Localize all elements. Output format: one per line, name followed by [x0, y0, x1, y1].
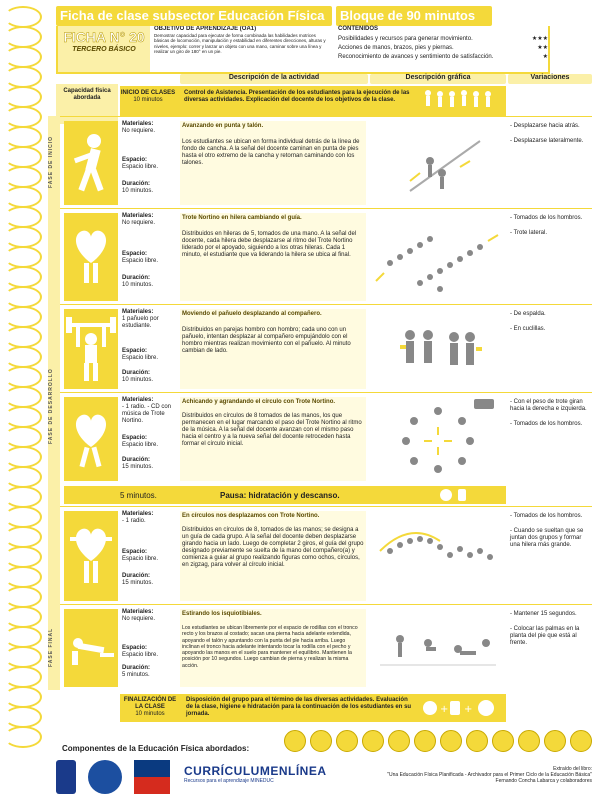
start-label — [120, 90, 176, 104]
variation-item: - Con el peso de trote giran hacia la derecha e izquierda. — [510, 399, 587, 412]
activity-desc — [180, 213, 366, 301]
figure-cell — [64, 609, 118, 687]
variation-item: - Colocar las palmas en la planta del pie que está al frente. — [510, 626, 580, 646]
side-decoration — [0, 0, 46, 760]
ficha-box — [58, 26, 150, 72]
header-box — [56, 26, 550, 74]
logo-curriculum — [184, 764, 327, 794]
activity-graphic — [370, 309, 506, 389]
variations — [510, 311, 590, 333]
materials-label: Materiales: — [122, 397, 154, 403]
materials-label: Materiales: — [122, 511, 154, 517]
activity-graphic — [370, 511, 506, 601]
activity-title: Moviendo el pañuelo desplazando al compañero. — [182, 311, 322, 317]
level-label: TERCERO BÁSICO — [72, 46, 136, 53]
component-icon — [518, 730, 540, 752]
variation-item: - En cuclillas. — [510, 326, 546, 332]
component-icon — [570, 730, 592, 752]
heart-runner-icon — [64, 397, 118, 481]
component-icon — [336, 730, 358, 752]
materials-value: No requiere. — [122, 128, 156, 134]
component-icons — [284, 726, 596, 754]
row-meta — [122, 609, 178, 679]
component-icon — [414, 730, 436, 752]
col-variations: Variaciones — [508, 74, 592, 84]
circle-diagram-icon — [370, 397, 506, 481]
activity-graphic — [370, 213, 506, 301]
col-graphic: Descripción gráfica — [370, 74, 506, 84]
activity-graphic — [370, 121, 506, 205]
stars-icon: ★★★ — [531, 36, 548, 42]
pause-time: 5 minutos. — [120, 491, 157, 500]
row-lines-diagram-icon — [370, 213, 506, 301]
materials-value: 1 pañuelo por estudiante. — [122, 316, 159, 329]
variation-item: - Tomados de los hombros. — [510, 421, 583, 427]
col-capacity: Capacidad física abordada — [56, 84, 118, 124]
space-label: Espacio: — [122, 549, 148, 555]
activity-text: Los estudiantes se ubican en forma individual detrás de la línea de fondo de cancha. A la señal del docente caminan en punta de pies hasta el otro extremo de la cancha y retornan caminando con los talones. — [182, 139, 360, 166]
activity-row — [60, 116, 592, 208]
variations — [510, 399, 590, 428]
title-bar — [56, 6, 332, 26]
activity-text: Distribuidos en hileras de 5, tomados de una mano. A la señal del docente, cada hilera debe desplazarse al ritmo del Trote Nortino liderado por el apoyado, siguiendo a los otras hileras. Cada 1 minuto, el estudiante que va liderando la hilera se ubica al final. — [182, 231, 357, 258]
source-text: "Una Educación Física Planificada - Archivador para el Primer Ciclo de la Educación Básica" — [387, 772, 592, 778]
heart-character-icon — [64, 213, 118, 301]
hygiene-icons — [420, 697, 504, 719]
ficha-number: FICHA N° 20 — [63, 29, 145, 45]
heart-dancer-icon — [64, 511, 118, 601]
content-item — [338, 45, 548, 52]
kneeling-diagram-icon — [370, 609, 506, 687]
content-text: Reconocimiento de avances y sentimiento de satisfacción. — [338, 54, 494, 60]
content-text: Posibilidades y recursos para generar movimiento. — [338, 36, 473, 42]
component-icon — [388, 730, 410, 752]
row-meta — [122, 397, 178, 471]
phase-final: FASE FINAL — [48, 604, 60, 690]
activity-title: Estirando los isquiotibiales. — [182, 611, 262, 617]
row-meta — [122, 213, 178, 289]
activity-row — [60, 604, 592, 690]
activity-row — [60, 304, 592, 392]
variations — [510, 215, 590, 237]
page-title: Ficha de clase subsector Educación Física — [60, 8, 325, 23]
component-icon — [284, 730, 306, 752]
source-title: Extraído del libro: — [553, 766, 592, 772]
duration-value: 10 minutos. — [122, 282, 154, 288]
pause-text: Pausa: hidratación y descanso. — [220, 491, 340, 500]
duration-label: Duración: — [122, 457, 151, 463]
activity-desc — [180, 609, 366, 687]
start-row — [120, 86, 506, 116]
component-icon — [440, 730, 462, 752]
logo-chile — [56, 760, 76, 794]
content-text: Acciones de manos, brazos, pies y piernas. — [338, 45, 454, 51]
duration-value: 10 minutos. — [122, 188, 154, 194]
duration-value: 15 minutos. — [122, 464, 154, 470]
phase-desarrollo: FASE DE DESARROLLO — [48, 208, 60, 604]
activity-text: Distribuidos en círculos de 8 tomados de las manos, los que permanecen en el lugar marcando el paso del Trote Nortino al ritmo de la música. A la señal del docente avanzan con el mismo paso hacia el centro y a la nueva señal del docente retroceden hasta formar el círculo inicial. — [182, 413, 362, 447]
variations — [510, 513, 590, 549]
materials-label: Materiales: — [122, 121, 154, 127]
variation-item: - Trote lateral. — [510, 230, 548, 236]
variations — [510, 123, 590, 145]
svg-text:+: + — [440, 704, 449, 715]
figure-cell — [64, 213, 118, 301]
duration-label: Duración: — [122, 573, 151, 579]
activity-desc — [180, 309, 366, 389]
activity-row — [60, 208, 592, 304]
logo-ind — [88, 760, 122, 794]
activity-row — [60, 506, 592, 604]
pause-row — [64, 486, 506, 504]
materials-value: - 1 radio. — [122, 518, 146, 524]
logo-subtext: Recursos para el aprendizaje MINEDUC — [184, 778, 274, 784]
objective-box — [154, 26, 330, 72]
activity-title: En círculos nos desplazamos con Trote Nortino. — [182, 513, 320, 519]
closing-label — [120, 697, 180, 718]
activity-desc — [180, 511, 366, 601]
activity-text: Distribuidos en parejas hombro con hombro; cada uno con un pañuelo, intentan desplazar al compañero empujándolo con el hombro mientras realizan movimiento con el pañuelo. Al minuto cambian de lado. — [182, 327, 351, 354]
activity-title: Achicando y agrandando el círculo con Trote Nortino. — [182, 399, 336, 405]
source-authors: Fernando Concha Labarca y colaboradores — [495, 778, 592, 784]
materials-label: Materiales: — [122, 309, 154, 315]
contents-box — [338, 26, 548, 72]
stretching-icon — [64, 609, 118, 687]
figure-cell — [64, 397, 118, 481]
block-bar — [336, 6, 492, 26]
closing-time: 10 minutos — [135, 711, 165, 717]
variation-item: - Desplazarse lateralmente. — [510, 138, 584, 144]
space-value: Espacio libre. — [122, 164, 159, 170]
component-icon — [544, 730, 566, 752]
pairs-diagram-icon — [370, 309, 506, 389]
contents-title: CONTENIDOS — [338, 26, 379, 32]
materials-label: Materiales: — [122, 213, 154, 219]
variation-item: - De espalda. — [510, 311, 546, 317]
space-value: Espacio libre. — [122, 652, 159, 658]
start-text: Control de Asistencia. Presentación de los estudiantes para la ejecución de las diversas actividades. Explicación del docente de los objetivos de la clase. — [184, 90, 410, 103]
activity-graphic — [370, 397, 506, 481]
component-icon — [310, 730, 332, 752]
row-meta — [122, 511, 178, 587]
duration-label: Duración: — [122, 275, 151, 281]
activity-row — [60, 392, 592, 484]
phase-inicio: FASE DE INICIO — [48, 116, 60, 208]
variations — [510, 611, 590, 647]
students-group-icon — [418, 88, 504, 114]
objective-text: Demostrar capacidad para ejecutar de forma combinada las habilidades motrices básicas de locomoción, manipulación y estabilidad en diferentes direcciones, alturas y niveles, ejemplo: correr y lanzar un objeto con una mano, caminar sobre una línea y realizar un giro de 180° en un pie. — [154, 33, 326, 54]
walking-diagram-icon — [370, 121, 506, 205]
start-time: 10 minutos — [133, 97, 163, 103]
component-icon — [466, 730, 488, 752]
block-label: Bloque de 90 minutos — [340, 8, 476, 23]
space-label: Espacio: — [122, 348, 148, 354]
figure-cell — [64, 309, 118, 389]
space-label: Espacio: — [122, 435, 148, 441]
row-meta — [122, 309, 178, 384]
space-value: Espacio libre. — [122, 442, 159, 448]
space-value: Espacio libre. — [122, 258, 159, 264]
activity-graphic — [370, 609, 506, 687]
space-label: Espacio: — [122, 157, 148, 163]
activity-text: Los estudiantes se ubican libremente por el espacio de rodillas con el tronco recto y los brazos al costado; sacan una pierna hacia adelante extendida, apoyando el talón y apuntando con la punta del pie hacia arriba. Luego inclinan el tronco hacia adelante intentando tocar la rodilla con el pecho y apoyando las manos en el suelo para mantener el equilibrio. Mantienen la posición por 10 segundos. Luego cambian de pierna y realizan la misma acción. — [182, 625, 358, 669]
start-title: INICIO DE CLASES — [120, 90, 176, 96]
materials-value: No requiere. — [122, 616, 156, 622]
space-label: Espacio: — [122, 251, 148, 257]
duration-label: Duración: — [122, 181, 151, 187]
source-credit — [330, 766, 592, 784]
variation-item: - Tomados de los hombros. — [510, 215, 583, 221]
variation-item: - Desplazarse hacia atrás. — [510, 123, 580, 129]
materials-value: - 1 radio. - CD con música de Trote Nortino. — [122, 404, 172, 424]
activity-title: Trote Nortino en hilera cambiando el guía. — [182, 215, 302, 221]
figure-cell — [64, 511, 118, 601]
components-label: Componentes de la Educación Física abordados: — [62, 744, 250, 753]
row-meta — [122, 121, 178, 195]
runner-icon — [64, 121, 118, 205]
variation-item: - Cuando se sueltan que se juntan dos grupos y formar una hilera más grande. — [510, 528, 584, 548]
variation-item: - Tomados de los hombros. — [510, 513, 583, 519]
space-label: Espacio: — [122, 645, 148, 651]
weightlifter-icon — [64, 309, 118, 389]
stars-icon: ★★ — [537, 45, 548, 51]
activity-desc — [180, 397, 366, 481]
closing-row — [120, 694, 506, 722]
materials-value: No requiere. — [122, 220, 156, 226]
materials-label: Materiales: — [122, 609, 154, 615]
duration-label: Duración: — [122, 370, 151, 376]
duration-label: Duración: — [122, 665, 151, 671]
content-item — [338, 36, 548, 43]
activity-desc — [180, 121, 366, 205]
col-activity: Descripción de la actividad — [180, 74, 368, 84]
duration-value: 10 minutos. — [122, 377, 154, 383]
water-bottle-icon — [434, 487, 474, 503]
chain-diagram-icon — [370, 511, 506, 601]
component-icon — [362, 730, 384, 752]
duration-value: 5 minutos. — [122, 672, 150, 678]
logo-mineduc — [134, 760, 170, 794]
objective-title: OBJETIVO DE APRENDIZAJE (OA1) — [154, 26, 257, 32]
content-item — [338, 54, 548, 61]
svg-text:+: + — [464, 704, 473, 715]
activity-title: Avanzando en punta y talón. — [182, 123, 264, 129]
space-value: Espacio libre. — [122, 556, 159, 562]
stars-icon: ★ — [542, 54, 548, 60]
space-value: Espacio libre. — [122, 355, 159, 361]
logo-text: CURRÍCULUMENLÍNEA — [184, 764, 327, 778]
variation-item: - Mantener 15 segundos. — [510, 611, 577, 617]
figure-cell — [64, 121, 118, 205]
duration-value: 15 minutos. — [122, 580, 154, 586]
component-icon — [492, 730, 514, 752]
closing-title: FINALIZACIÓN DE LA CLASE — [123, 697, 177, 710]
activity-text: Distribuidos en círculos de 8, tomados de las manos; se designa a un guía de cada grupo. A la señal del docente deben desplazarse girando hacia un lado. Luego de completar 2 giros, el guía del grupo designado previamente se suelta de la mano del compañero(a) y comienza a guiar al grupo realizando figuras como ochos, círculos, en zigzag, para volver al círculo inicial. — [182, 527, 364, 568]
closing-text: Disposición del grupo para el término de las diversas actividades. Evaluación de la clase, higiene e hidratación para la continuación de los estudiantes en su jornada. — [186, 697, 412, 717]
